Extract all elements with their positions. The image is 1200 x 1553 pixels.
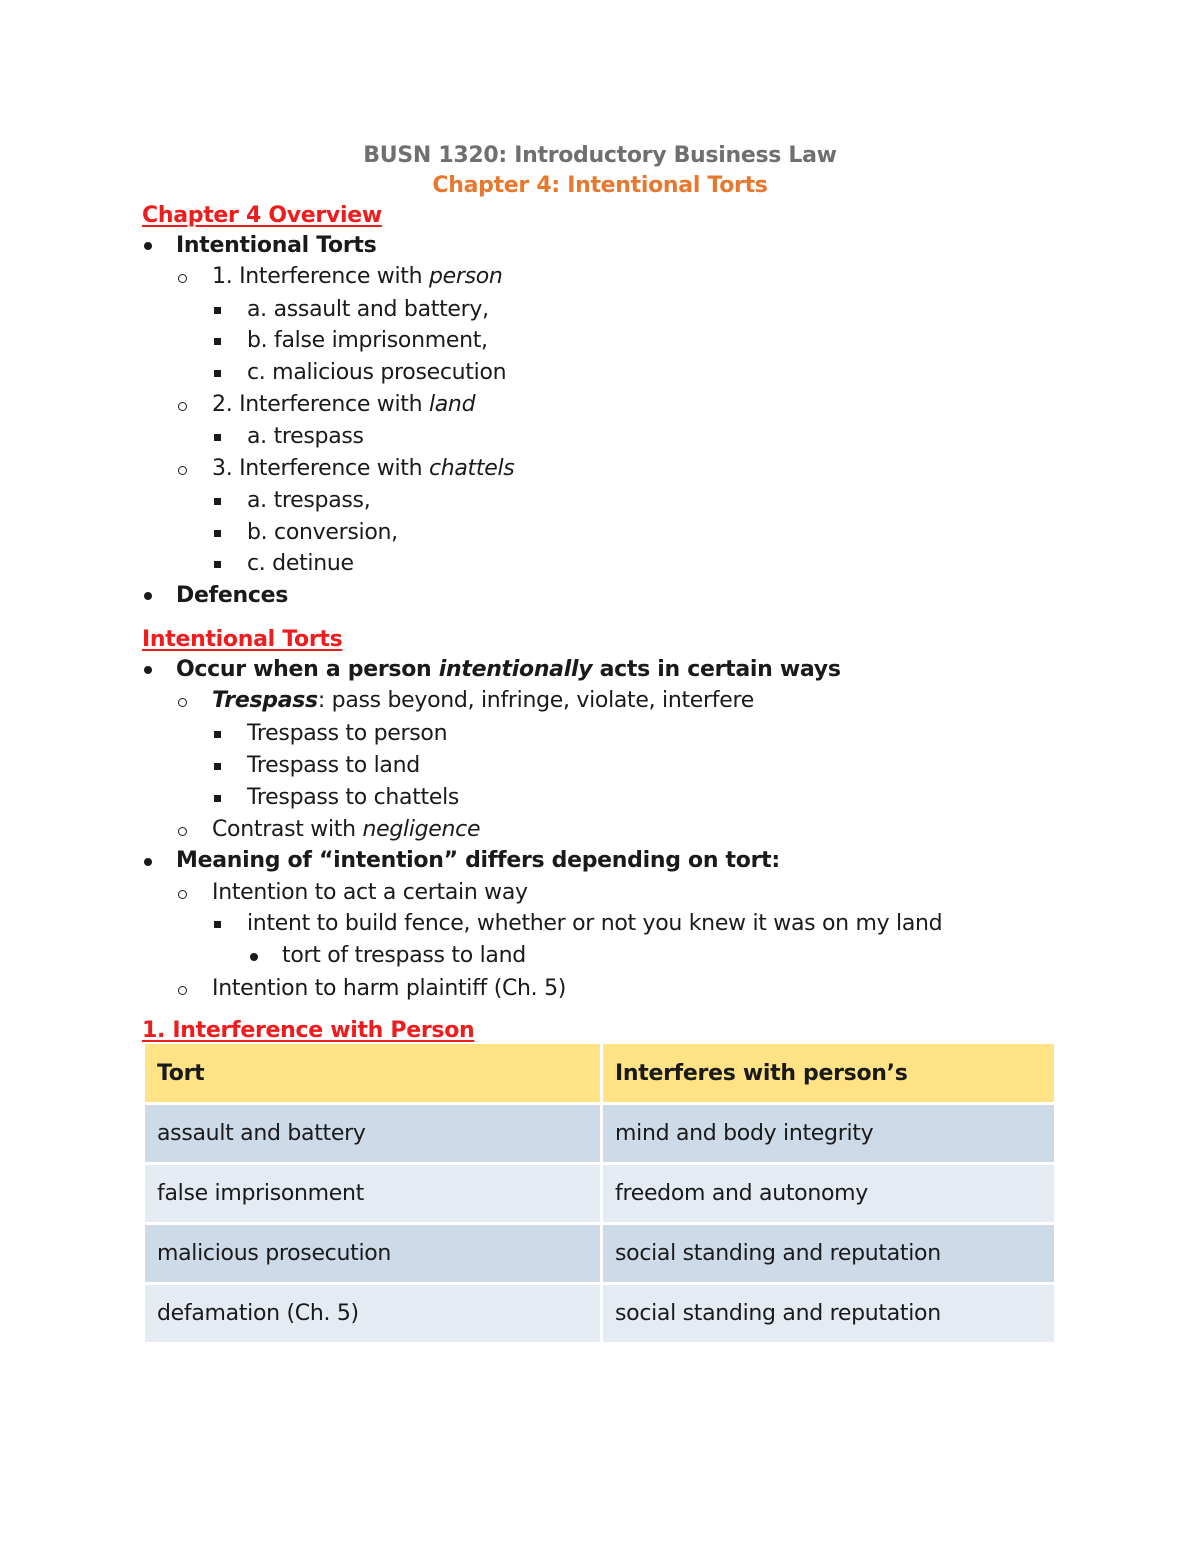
overview-group-person: 1. Interference with person bbox=[212, 264, 503, 289]
bullet-square bbox=[214, 307, 221, 314]
overview-item-trespass-chattels: a. trespass, bbox=[247, 488, 371, 513]
document-title: BUSN 1320: Introductory Business Law bbox=[363, 143, 837, 168]
bullet-dot bbox=[144, 666, 152, 674]
bullet-circle bbox=[178, 466, 187, 475]
bullet-circle bbox=[178, 698, 187, 707]
tort-cell: malicious prosecution bbox=[145, 1225, 600, 1285]
overview-item-detinue: c. detinue bbox=[247, 551, 354, 576]
bullet-square bbox=[214, 530, 221, 537]
table-row bbox=[145, 1285, 1054, 1345]
tort-trespass-land: tort of trespass to land bbox=[282, 943, 526, 968]
overview-item-false-imprisonment: b. false imprisonment, bbox=[247, 328, 488, 353]
table-row bbox=[145, 1165, 1054, 1225]
bullet-circle bbox=[178, 890, 187, 899]
bullet-circle bbox=[178, 402, 187, 411]
intention-to-harm: Intention to harm plaintiff (Ch. 5) bbox=[212, 976, 567, 1001]
bullet-square bbox=[214, 763, 221, 770]
overview-item-malicious-prosecution: c. malicious prosecution bbox=[247, 360, 507, 385]
overview-heading: Chapter 4 Overview bbox=[142, 203, 382, 228]
trespass-to-land: Trespass to land bbox=[247, 753, 420, 778]
bullet-dot bbox=[144, 592, 152, 600]
bullet-square bbox=[214, 498, 221, 505]
interferes-cell: mind and body integrity bbox=[603, 1105, 1054, 1165]
table-row bbox=[145, 1225, 1054, 1285]
intention-to-act: Intention to act a certain way bbox=[212, 880, 528, 905]
bullet-dot bbox=[250, 953, 258, 961]
trespass-to-chattels: Trespass to chattels bbox=[247, 785, 460, 810]
bullet-square bbox=[214, 795, 221, 802]
bullet-square bbox=[214, 731, 221, 738]
bullet-circle bbox=[178, 986, 187, 995]
table-row bbox=[145, 1105, 1054, 1165]
trespass-definition: Trespass: pass beyond, infringe, violate, interfere bbox=[212, 688, 754, 713]
table-header-row bbox=[145, 1044, 1054, 1105]
interferes-cell: social standing and reputation bbox=[603, 1285, 1054, 1345]
document-subtitle: Chapter 4: Intentional Torts bbox=[432, 173, 768, 198]
bullet-dot bbox=[144, 242, 152, 250]
tort-cell: assault and battery bbox=[145, 1105, 600, 1165]
person-section-heading: 1. Interference with Person bbox=[142, 1018, 475, 1043]
bullet-square bbox=[214, 434, 221, 441]
bullet-square bbox=[214, 561, 221, 568]
column-header-tort: Tort bbox=[145, 1044, 600, 1105]
intentional-bullet-meaning: Meaning of “intention” differs depending on tort: bbox=[176, 848, 780, 873]
bullet-square bbox=[214, 338, 221, 345]
overview-item-defences: Defences bbox=[176, 583, 288, 608]
overview-item-assault: a. assault and battery, bbox=[247, 297, 489, 322]
interferes-cell: social standing and reputation bbox=[603, 1225, 1054, 1285]
intentional-bullet-occur: Occur when a person intentionally acts in certain ways bbox=[176, 657, 841, 682]
overview-item-intentional-torts: Intentional Torts bbox=[176, 233, 377, 258]
bullet-dot bbox=[144, 858, 152, 866]
contrast-negligence: Contrast with negligence bbox=[212, 817, 481, 842]
column-header-interferes: Interferes with person’s bbox=[603, 1044, 1054, 1105]
bullet-circle bbox=[178, 274, 187, 283]
overview-item-trespass-land: a. trespass bbox=[247, 424, 364, 449]
overview-group-land: 2. Interference with land bbox=[212, 392, 476, 417]
tort-cell: defamation (Ch. 5) bbox=[145, 1285, 600, 1345]
fence-example: intent to build fence, whether or not you knew it was on my land bbox=[247, 911, 943, 936]
overview-group-chattels: 3. Interference with chattels bbox=[212, 456, 515, 481]
tort-table bbox=[142, 1044, 1057, 1345]
bullet-square bbox=[214, 370, 221, 377]
intentional-torts-heading: Intentional Torts bbox=[142, 627, 343, 652]
bullet-square bbox=[214, 921, 221, 928]
bullet-circle bbox=[178, 827, 187, 836]
overview-item-conversion: b. conversion, bbox=[247, 520, 398, 545]
tort-cell: false imprisonment bbox=[145, 1165, 600, 1225]
interferes-cell: freedom and autonomy bbox=[603, 1165, 1054, 1225]
trespass-to-person: Trespass to person bbox=[247, 721, 448, 746]
